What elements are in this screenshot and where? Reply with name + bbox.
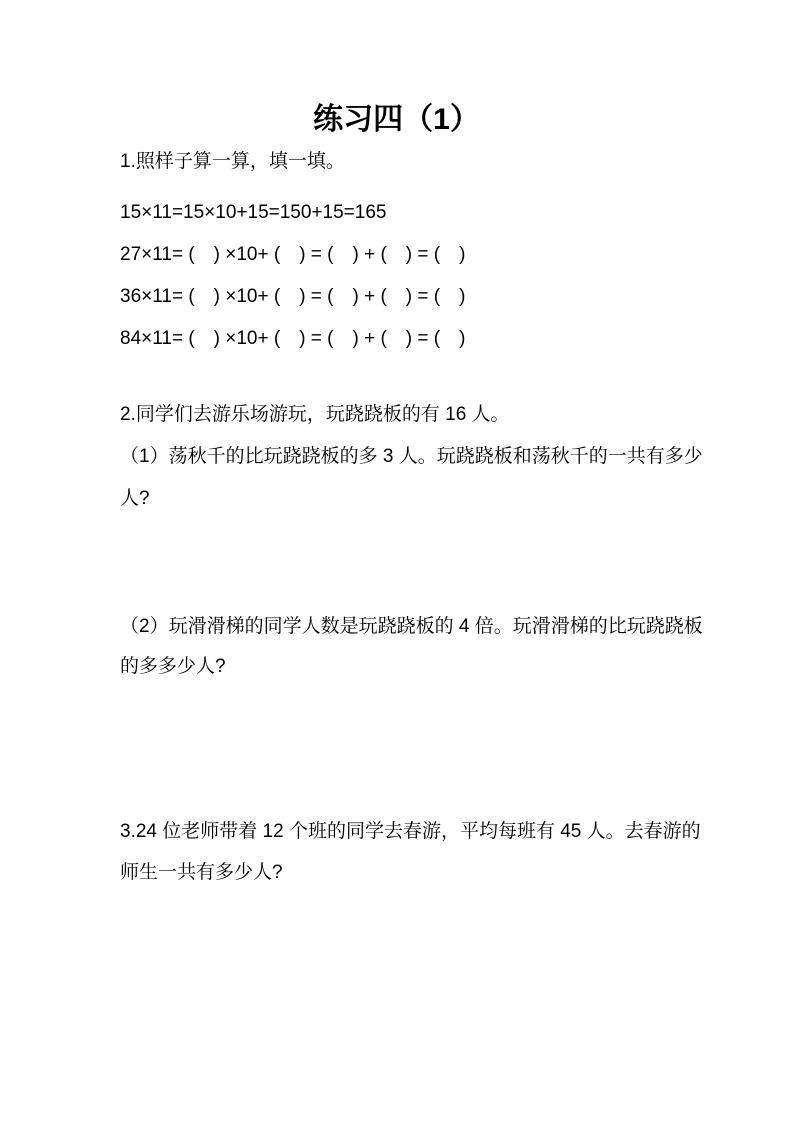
- q1-example-equation: 15×11=15×10+15=150+15=165: [120, 202, 387, 223]
- q1-fill-equation-84: 84×11= ( ) ×10+ ( ) = ( ) + ( ) = ( ): [120, 328, 466, 349]
- q2-part1-text-line2: 人?: [120, 488, 150, 509]
- q2-part1-text-line1: （1）荡秋千的比玩跷跷板的多 3 人。玩跷跷板和荡秋千的一共有多少: [120, 446, 703, 467]
- q1-prompt: 1.照样子算一算，填一填。: [120, 151, 345, 172]
- worksheet-title: 练习四（1）: [313, 103, 480, 136]
- q1-fill-equation-36: 36×11= ( ) ×10+ ( ) = ( ) + ( ) = ( ): [120, 286, 466, 307]
- q3-text-line1: 3.24 位老师带着 12 个班的同学去春游，平均每班有 45 人。去春游的: [120, 821, 701, 842]
- q2-part2-text-line1: （2）玩滑滑梯的同学人数是玩跷跷板的 4 倍。玩滑滑梯的比玩跷跷板: [120, 616, 703, 637]
- q2-part2-text-line2: 的多多少人?: [120, 656, 226, 677]
- q1-fill-equation-27: 27×11= ( ) ×10+ ( ) = ( ) + ( ) = ( ): [120, 244, 466, 265]
- q2-intro: 2.同学们去游乐场游玩，玩跷跷板的有 16 人。: [120, 404, 510, 425]
- q3-text-line2: 师生一共有多少人?: [120, 862, 283, 883]
